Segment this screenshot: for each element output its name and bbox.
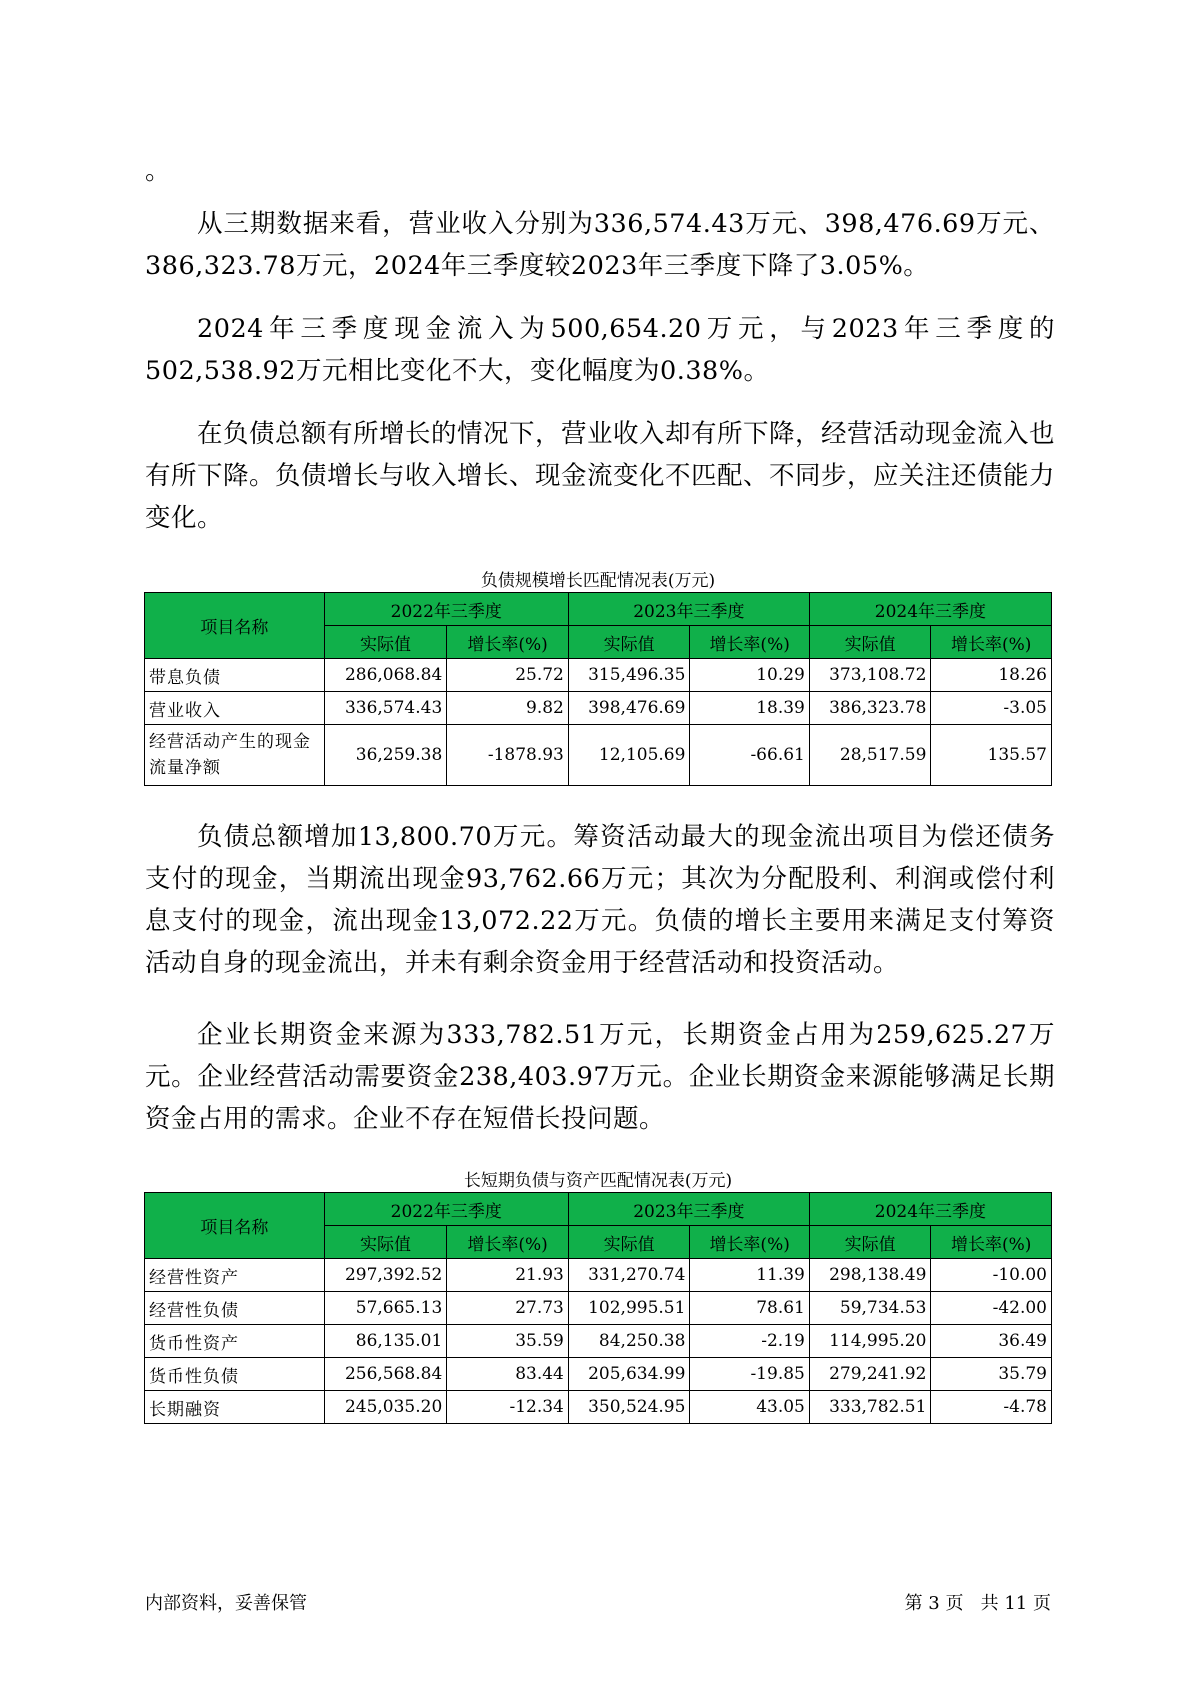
cell-value: 9.82	[447, 692, 569, 725]
table-row	[145, 725, 1052, 786]
header-actual: 实际值	[809, 626, 931, 659]
table-row	[145, 1292, 1052, 1325]
header-period-2023: 2023年三季度	[568, 593, 809, 626]
header-actual: 实际值	[324, 1226, 447, 1259]
cell-value: -66.61	[690, 725, 809, 786]
cell-value: 256,568.84	[324, 1358, 447, 1391]
row-name: 货币性资产	[145, 1325, 325, 1358]
cell-value: 28,517.59	[809, 725, 931, 786]
cell-value: -4.78	[931, 1391, 1052, 1424]
cell-value: 35.59	[447, 1325, 569, 1358]
cell-value: 25.72	[447, 659, 569, 692]
cell-value: 18.26	[931, 659, 1052, 692]
header-growth: 增长率(%)	[690, 1226, 809, 1259]
table-row	[145, 692, 1052, 725]
paragraph-fragment: 。	[145, 156, 172, 186]
cell-value: 35.79	[931, 1358, 1052, 1391]
table1-caption: 负债规模增长匹配情况表(万元)	[480, 571, 716, 591]
cell-value: 386,323.78	[809, 692, 931, 725]
header-growth: 增长率(%)	[690, 626, 809, 659]
cell-value: 84,250.38	[568, 1325, 690, 1358]
cell-value: 135.57	[931, 725, 1052, 786]
cell-value: 245,035.20	[324, 1391, 447, 1424]
cell-value: 298,138.49	[809, 1259, 931, 1292]
header-growth: 增长率(%)	[931, 1226, 1052, 1259]
header-item-name: 项目名称	[145, 1193, 325, 1259]
table-row	[145, 1259, 1052, 1292]
cell-value: 10.29	[690, 659, 809, 692]
header-actual: 实际值	[568, 626, 690, 659]
paragraph-financing: 负债总额增加13,800.70万元。筹资活动最大的现金流出项目为偿还债务支付的现金，当期流出现金93,762.66万元；其次为分配股利、利润或偿付利息支付的现金，流出现金13,072.22万元。负债的增长主要用来满足支付筹资活动自身的现金流出，并未有剩余资金用于经营活动和投资活动。	[145, 822, 1055, 978]
cell-value: 373,108.72	[809, 659, 931, 692]
cell-value: 114,995.20	[809, 1325, 931, 1358]
paragraph-cashflow: 2024年三季度现金流入为500,654.20万元，与2023年三季度的502,538.92万元相比变化不大，变化幅度为0.38%。	[145, 314, 1055, 386]
row-name: 长期融资	[145, 1391, 325, 1424]
cell-value: 18.39	[690, 692, 809, 725]
cell-value: -42.00	[931, 1292, 1052, 1325]
cell-value: 286,068.84	[324, 659, 447, 692]
table-row	[145, 1358, 1052, 1391]
row-name: 经营活动产生的现金流量净额	[145, 725, 325, 786]
cell-value: 11.39	[690, 1259, 809, 1292]
row-name: 货币性负债	[145, 1358, 325, 1391]
cell-value: -19.85	[690, 1358, 809, 1391]
paragraph-debt-growth: 在负债总额有所增长的情况下，营业收入却有所下降，经营活动现金流入也有所下降。负债增长与收入增长、现金流变化不匹配、不同步，应关注还债能力变化。	[145, 419, 1056, 533]
cell-value: 331,270.74	[568, 1259, 690, 1292]
footer-page-number: 第 3 页 共 11 页	[904, 1593, 1051, 1614]
cell-value: -10.00	[931, 1259, 1052, 1292]
cell-value: 78.61	[690, 1292, 809, 1325]
header-growth: 增长率(%)	[447, 626, 569, 659]
cell-value: 21.93	[447, 1259, 569, 1292]
cell-value: -12.34	[447, 1391, 569, 1424]
header-actual: 实际值	[568, 1226, 690, 1259]
cell-value: -2.19	[690, 1325, 809, 1358]
cell-value: 315,496.35	[568, 659, 690, 692]
header-actual: 实际值	[324, 626, 447, 659]
cell-value: 398,476.69	[568, 692, 690, 725]
header-period-2022: 2022年三季度	[324, 593, 568, 626]
header-item-name: 项目名称	[145, 593, 325, 659]
header-growth: 增长率(%)	[931, 626, 1052, 659]
table2-caption: 长短期负债与资产匹配情况表(万元)	[463, 1171, 733, 1191]
footer-confidential-note: 内部资料，妥善保管	[145, 1593, 307, 1614]
cell-value: 350,524.95	[568, 1391, 690, 1424]
cell-value: 57,665.13	[324, 1292, 447, 1325]
header-period-2022: 2022年三季度	[324, 1193, 568, 1226]
cell-value: 12,105.69	[568, 725, 690, 786]
paragraph-longterm-funds: 企业长期资金来源为333,782.51万元，长期资金占用为259,625.27万元。企业经营活动需要资金238,403.97万元。企业长期资金来源能够满足长期资金占用的需求。企业不存在短借长投问题。	[145, 1020, 1055, 1134]
debt-scale-table	[144, 592, 1052, 786]
header-actual: 实际值	[809, 1226, 931, 1259]
header-period-2024: 2024年三季度	[809, 1193, 1051, 1226]
cell-value: 333,782.51	[809, 1391, 931, 1424]
cell-value: 36.49	[931, 1325, 1052, 1358]
paragraph-revenue: 从三期数据来看，营业收入分别为336,574.43万元、398,476.69万元、386,323.78万元，2024年三季度较2023年三季度下降了3.05%。	[145, 209, 1055, 281]
row-name: 营业收入	[145, 692, 325, 725]
cell-value: 336,574.43	[324, 692, 447, 725]
table-row	[145, 1391, 1052, 1424]
table-row	[145, 1325, 1052, 1358]
cell-value: -3.05	[931, 692, 1052, 725]
cell-value: 297,392.52	[324, 1259, 447, 1292]
row-name: 经营性资产	[145, 1259, 325, 1292]
header-period-2024: 2024年三季度	[809, 593, 1051, 626]
cell-value: 86,135.01	[324, 1325, 447, 1358]
header-period-2023: 2023年三季度	[568, 1193, 809, 1226]
cell-value: -1878.93	[447, 725, 569, 786]
cell-value: 205,634.99	[568, 1358, 690, 1391]
liability-asset-table	[144, 1192, 1052, 1424]
cell-value: 102,995.51	[568, 1292, 690, 1325]
cell-value: 59,734.53	[809, 1292, 931, 1325]
cell-value: 43.05	[690, 1391, 809, 1424]
row-name: 带息负债	[145, 659, 325, 692]
cell-value: 83.44	[447, 1358, 569, 1391]
cell-value: 27.73	[447, 1292, 569, 1325]
header-growth: 增长率(%)	[447, 1226, 569, 1259]
cell-value: 279,241.92	[809, 1358, 931, 1391]
row-name: 经营性负债	[145, 1292, 325, 1325]
table-row	[145, 659, 1052, 692]
cell-value: 36,259.38	[324, 725, 447, 786]
